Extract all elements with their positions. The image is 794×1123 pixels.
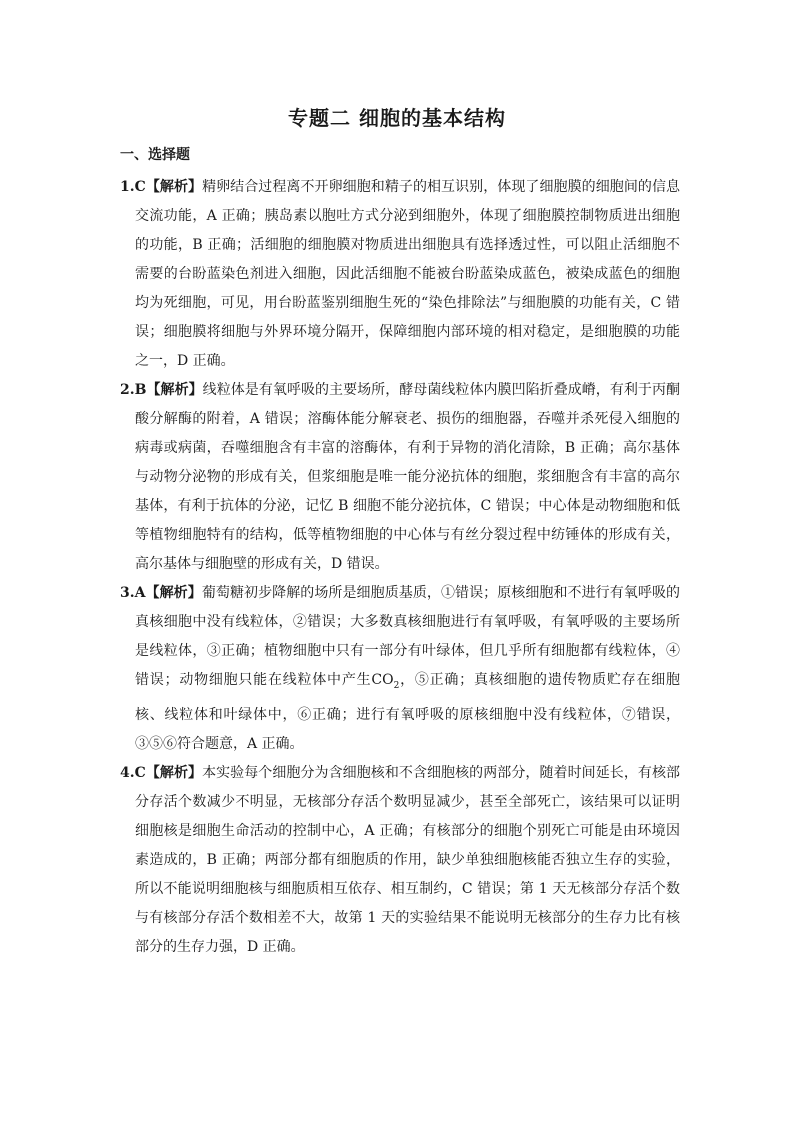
analysis-tag: 【解析】: [146, 382, 203, 398]
answer-item-3: [120, 579, 680, 759]
answer-item-4: [120, 759, 680, 962]
answer-item-1: [120, 173, 680, 376]
page-title: 专题二 细胞的基本结构: [288, 106, 506, 130]
answer-list: [120, 173, 680, 962]
answer-number: 4.C: [120, 764, 146, 781]
analysis-tag: 【解析】: [145, 179, 203, 195]
answer-text: 线粒体是有氧呼吸的主要场所，酵母菌线粒体内膜凹陷折叠成嵴，有利于丙酮酸分解酶的附着，A 错误；溶酶体能分解衰老、损伤的细胞器，吞噬并杀死侵入细胞的病毒或病菌，吞噬细胞含有丰富的溶酶体，有利于异物的消化清除，B 正确；高尔基体与动物分泌物的形成有关，但浆细胞是唯一能分泌抗体的细胞，浆细胞含有丰富的高尔基体，有利于抗体的分泌，记忆 B 细胞不能分泌抗体，C 错误；中心体是动物细胞和低等植物细胞特有的结构，低等植物细胞的中心体与有丝分裂过程中纺锤体的形成有关，高尔基体与细胞壁的形成有关，D 错误。: [135, 382, 681, 572]
answer-text: 精卵结合过程离不开卵细胞和精子的相互识别，体现了细胞膜的细胞间的信息交流功能，A 正确；胰岛素以胞吐方式分泌到细胞外，体现了细胞膜控制物质进出细胞的功能，B 正确；活细胞的细胞膜对物质进出细胞具有选择透过性，可以阻止活细胞不需要的台盼蓝染色剂进入细胞，因此活细胞不能被台盼蓝染成蓝色，被染成蓝色的细胞均为死细胞，可见，用台盼蓝鉴别细胞生死的“染色排除法”与细胞膜的功能有关，C 错误；细胞膜将细胞与外界环境分隔开，保障细胞内部环境的相对稳定，是细胞膜的功能之一，D 正确。: [135, 179, 681, 369]
analysis-tag: 【解析】: [145, 764, 203, 781]
answer-number: 3.A: [120, 585, 146, 601]
co2-main: CO: [371, 672, 394, 688]
section-heading: 一、选择题: [120, 147, 190, 163]
co2-formula: [371, 672, 400, 691]
answer-number: 2.B: [120, 382, 147, 398]
answer-text: 本实验每个细胞分为含细胞核和不含细胞核的两部分，随着时间延长，有核部分存活个数减少不明显，无核部分存活个数明显减少，甚至全部死亡，该结果可以证明细胞核是细胞生命活动的控制中心，A 正确；有核部分的细胞个别死亡可能是由环境因素造成的，B 正确；两部分都有细胞质的作用，缺少单独细胞核能否独立生存的实验，所以不能说明细胞核与细胞质相互依存、相互制约，C 错误；第 1 天无核部分存活个数与有核部分存活个数相差不大，故第 1 天的实验结果不能说明无核部分的生存力比有核部分的生存力强，D 正确。: [135, 764, 681, 955]
answer-item-2: [120, 376, 680, 579]
answer-number: 1.C: [120, 179, 146, 195]
answer-text-after: ，⑤正确；真核细胞的遗传物质贮存在细胞核、线粒体和叶绿体中，⑥正确；进行有氧呼吸的原核细胞中没有线粒体，⑦错误，③⑤⑥符合题意，A 正确。: [135, 672, 681, 752]
co2-subscript: 2: [393, 680, 400, 691]
analysis-tag: 【解析】: [145, 585, 202, 601]
answer-text-before: 葡萄糖初步降解的场所是细胞质基质，①错误；原核细胞和不进行有氧呼吸的真核细胞中没有线粒体，②错误；大多数真核细胞进行有氧呼吸，有氧呼吸的主要场所是线粒体，③正确；植物细胞中只有一部分有叶绿体，但几乎所有细胞都有线粒体，④错误；动物细胞只能在线粒体中产生: [135, 585, 681, 688]
